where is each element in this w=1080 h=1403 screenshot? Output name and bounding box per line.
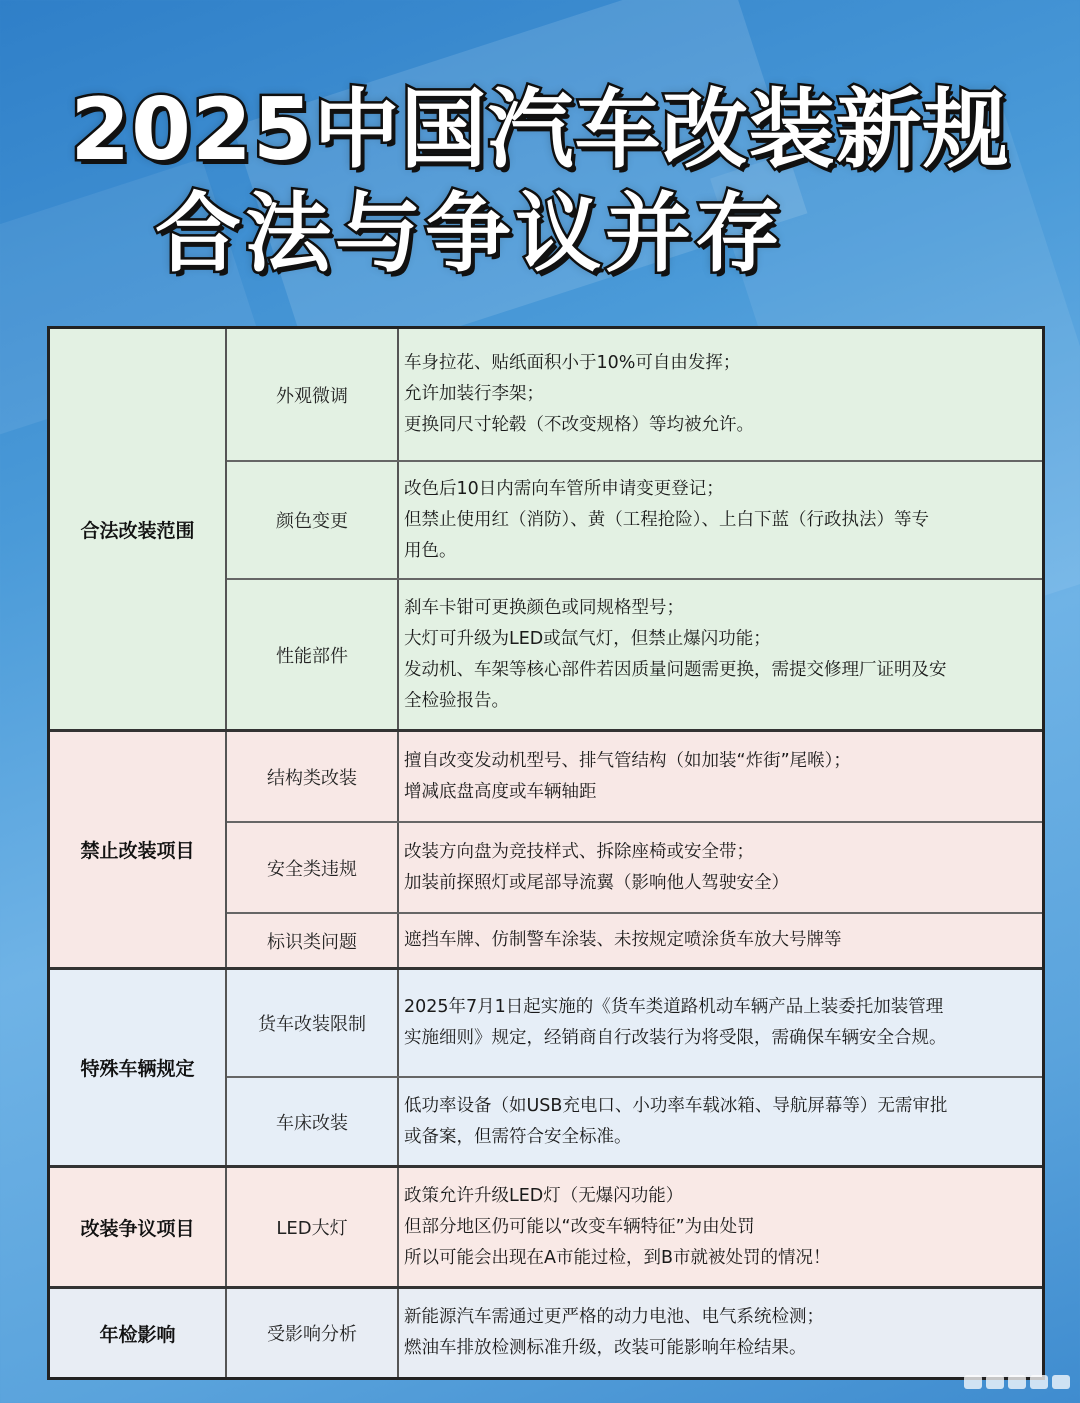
table-row (227, 329, 1042, 462)
group-annual-inspection (50, 1289, 1042, 1377)
item-description (399, 914, 1042, 967)
regulations-table (47, 326, 1045, 1380)
title-line-1: 2025中国汽车改装新规 (70, 80, 1010, 180)
desc-line: 用色。 (404, 540, 457, 561)
item-description (399, 462, 1042, 578)
table-row (227, 1168, 1042, 1286)
desc-line: 增减底盘高度或车辆轴距 (404, 781, 597, 802)
category-label: 改装争议项目 (50, 1168, 227, 1286)
table-row (227, 914, 1042, 967)
desc-line: 所以可能会出现在A市能过检，到B市就被处罚的情况！ (404, 1247, 831, 1268)
table-row (227, 970, 1042, 1078)
table-row (227, 462, 1042, 580)
desc-line: 实施细则》规定，经销商自行改装行为将受限，需确保车辆安全合规。 (404, 1028, 947, 1048)
desc-line: 改色后10日内需向车管所申请变更登记； (404, 478, 724, 499)
item-description (399, 1078, 1042, 1165)
item-label: 受影响分析 (227, 1289, 399, 1377)
item-description (399, 1289, 1042, 1377)
item-description (399, 1168, 1042, 1286)
table-row (227, 1078, 1042, 1165)
item-description (399, 732, 1042, 821)
table-row (227, 732, 1042, 823)
group-disputed (50, 1168, 1042, 1289)
desc-line: 擅自改变发动机型号、排气管结构（如加装“炸街”尾喉）； (404, 750, 851, 771)
item-label: LED大灯 (227, 1168, 399, 1286)
item-description (399, 970, 1042, 1076)
group-special-vehicles (50, 970, 1042, 1168)
desc-line: 全检验报告。 (404, 690, 509, 711)
item-label: 货车改装限制 (227, 970, 399, 1076)
item-label: 车床改装 (227, 1078, 399, 1165)
desc-line: 燃油车排放检测标准升级，改装可能影响年检结果。 (404, 1338, 807, 1358)
desc-line: 但禁止使用红（消防）、黄（工程抢险）、上白下蓝（行政执法）等专 (404, 509, 929, 530)
table-row (227, 580, 1042, 729)
title-line-2: 合法与争议并存 (155, 184, 785, 284)
item-label: 外观微调 (227, 329, 399, 460)
table-row (227, 823, 1042, 914)
desc-line: 加装前探照灯或尾部导流翼（影响他人驾驶安全） (404, 872, 789, 893)
desc-line: 遮挡车牌、仿制警车涂装、未按规定喷涂货车放大号牌等 (404, 930, 842, 950)
desc-line: 大灯可升级为LED或氙气灯，但禁止爆闪功能； (404, 628, 771, 649)
desc-line: 或备案，但需符合安全标准。 (404, 1126, 632, 1147)
desc-line: 改装方向盘为竞技样式、拆除座椅或安全带； (404, 841, 754, 862)
item-description (399, 329, 1042, 460)
table-row (227, 1289, 1042, 1377)
item-label: 性能部件 (227, 580, 399, 729)
item-label: 结构类改装 (227, 732, 399, 821)
category-label: 禁止改装项目 (50, 732, 227, 967)
item-description (399, 823, 1042, 912)
desc-line: 允许加装行李架； (404, 384, 544, 404)
desc-line: 2025年7月1日起实施的《货车类道路机动车辆产品上装委托加装管理 (404, 997, 944, 1017)
desc-line: 更换同尺寸轮毂（不改变规格）等均被允许。 (404, 415, 754, 435)
page-title (0, 78, 1080, 286)
category-label: 年检影响 (50, 1289, 227, 1377)
item-description (399, 580, 1042, 729)
desc-line: 低功率设备（如USB充电口、小功率车载冰箱、导航屏幕等）无需审批 (404, 1095, 948, 1116)
watermark-icon (964, 1375, 1070, 1389)
category-label: 合法改装范围 (50, 329, 227, 729)
desc-line: 车身拉花、贴纸面积小于10%可自由发挥； (404, 353, 741, 373)
desc-line: 发动机、车架等核心部件若因质量问题需更换，需提交修理厂证明及安 (404, 659, 947, 680)
item-label: 颜色变更 (227, 462, 399, 578)
desc-line: 刹车卡钳可更换颜色或同规格型号； (404, 597, 684, 618)
desc-line: 新能源汽车需通过更严格的动力电池、电气系统检测； (404, 1307, 824, 1327)
item-label: 标识类问题 (227, 914, 399, 967)
item-label: 安全类违规 (227, 823, 399, 912)
desc-line: 但部分地区仍可能以“改变车辆特征”为由处罚 (404, 1216, 755, 1237)
category-label: 特殊车辆规定 (50, 970, 227, 1165)
desc-line: 政策允许升级LED灯（无爆闪功能） (404, 1185, 684, 1206)
group-legal-scope (50, 329, 1042, 732)
group-prohibited (50, 732, 1042, 970)
